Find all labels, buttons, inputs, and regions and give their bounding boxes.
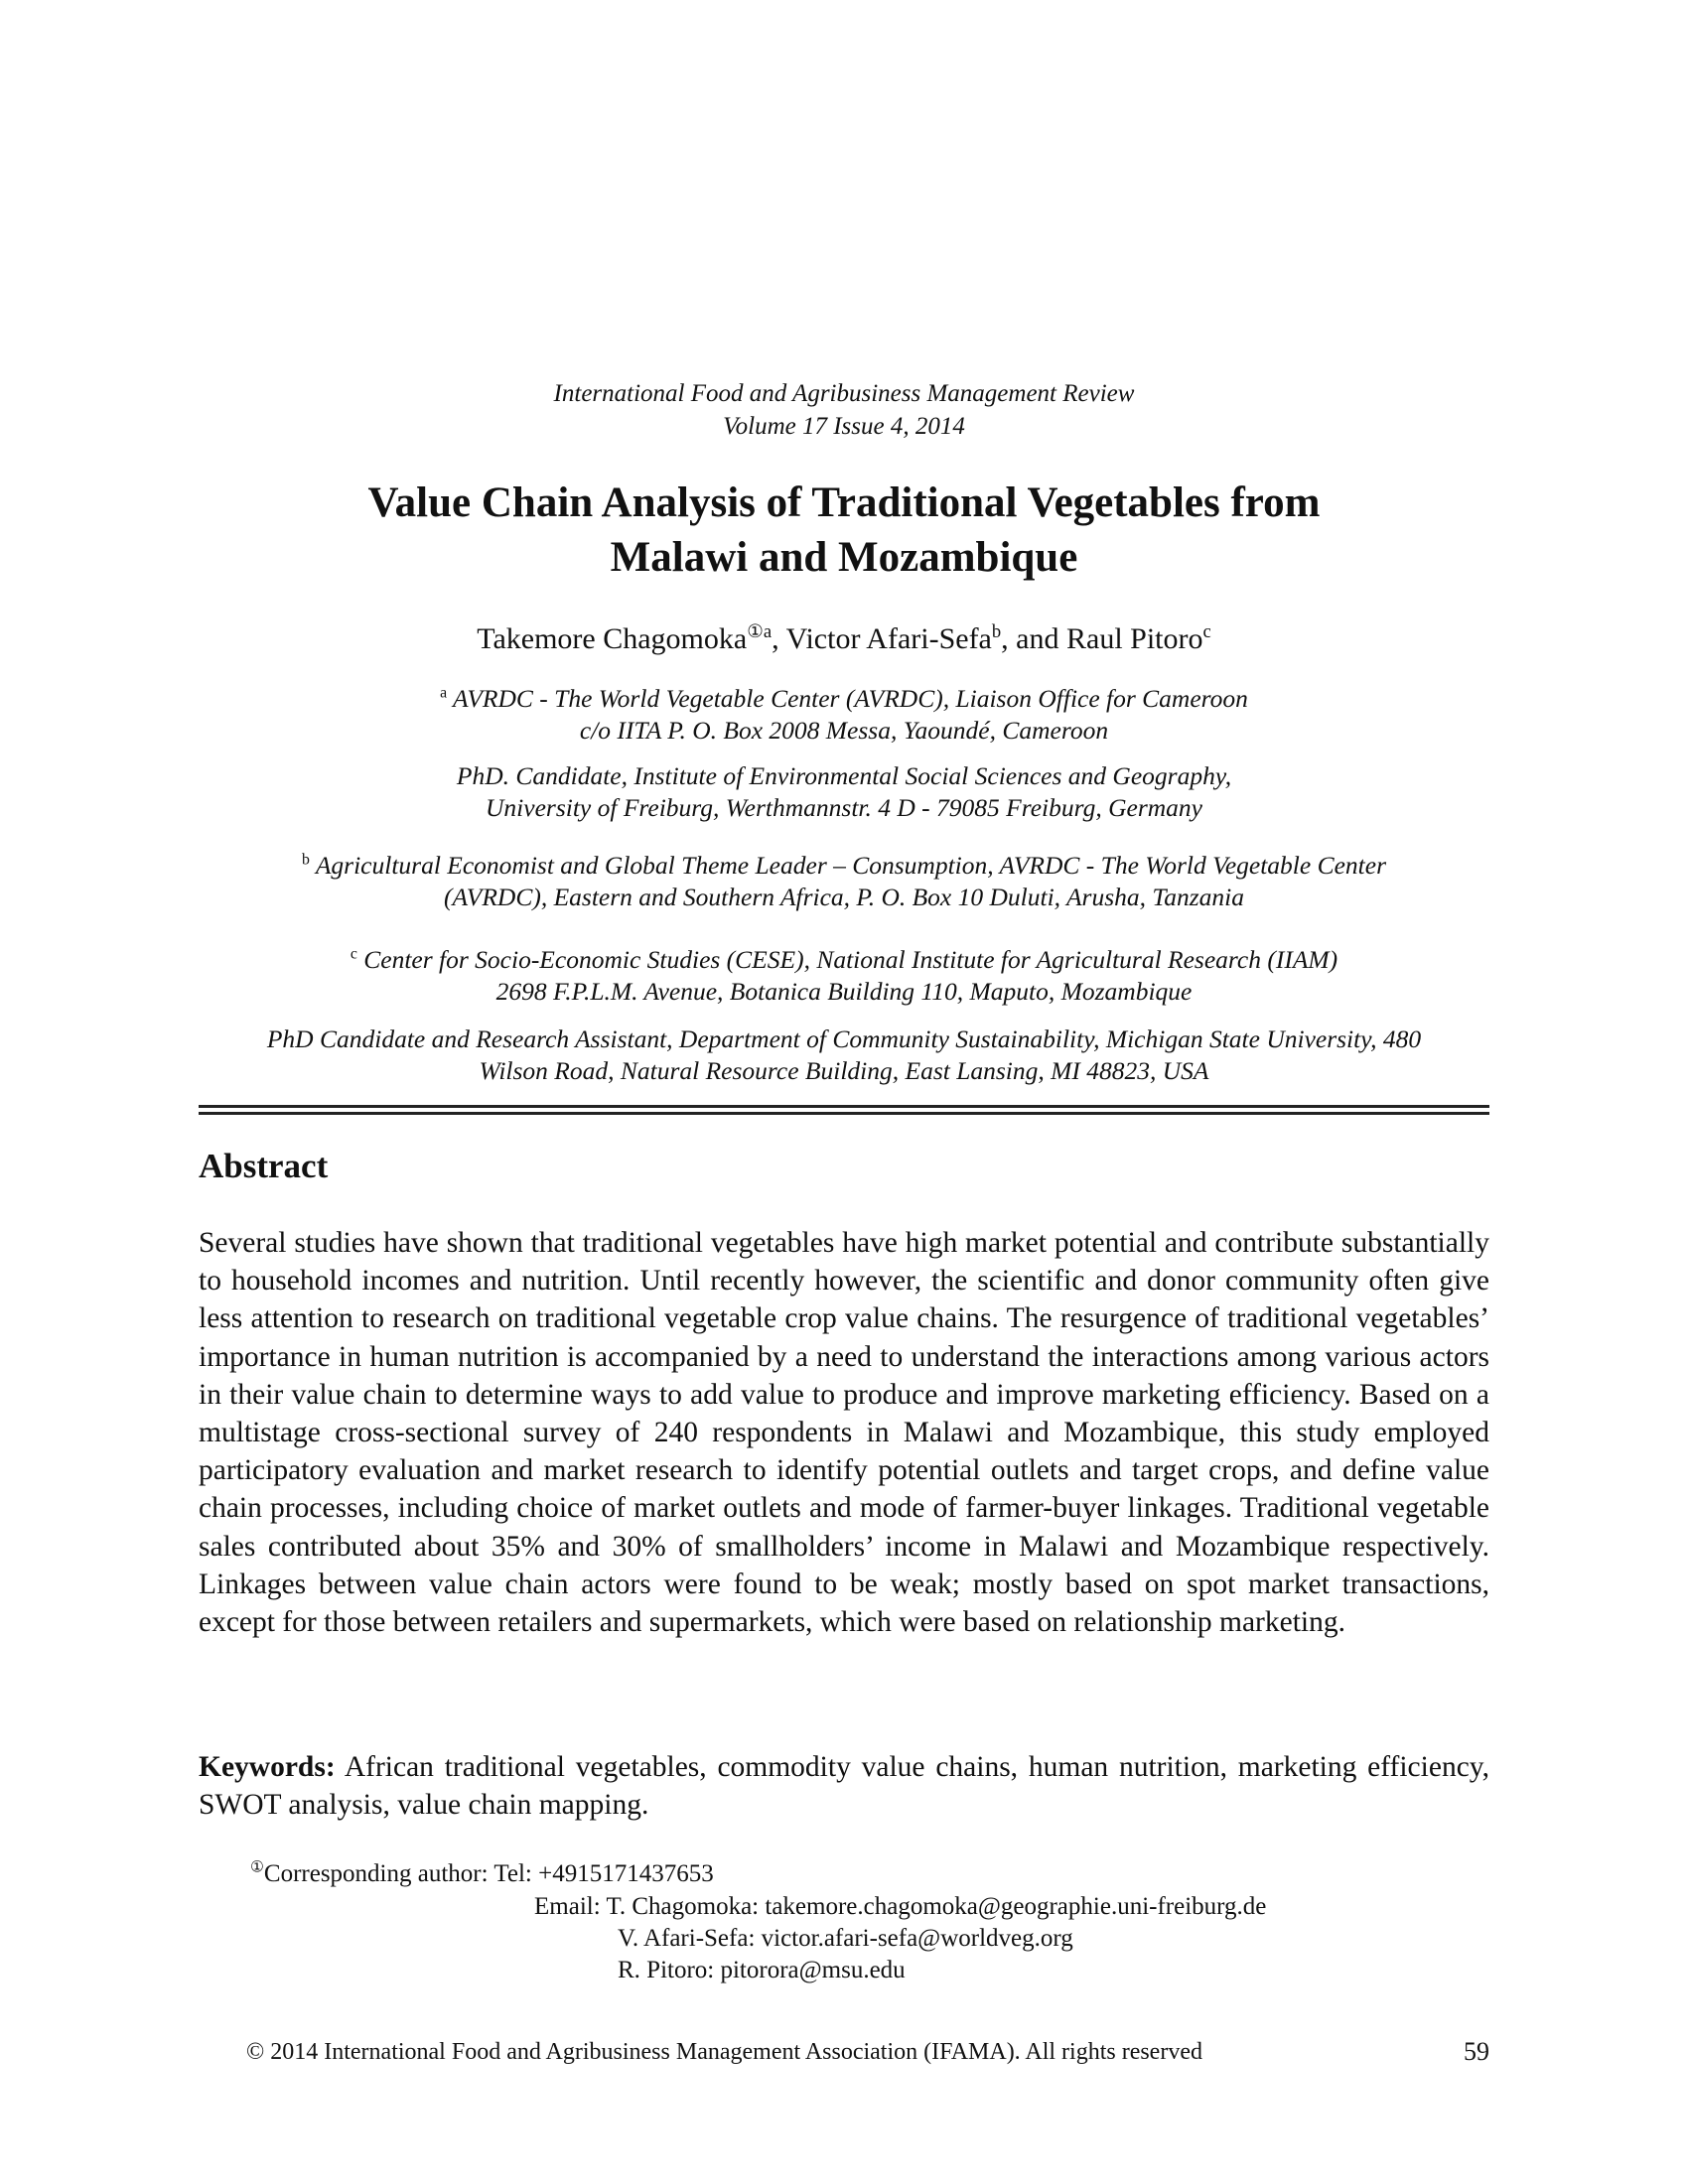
email-pitoro: R. Pitoro: pitorora@msu.edu <box>618 1957 906 1983</box>
keywords-label: Keywords: <box>199 1751 336 1783</box>
abstract-heading: Abstract <box>199 1147 329 1185</box>
affiliation-c-line-1 <box>0 944 1688 976</box>
affiliation-a-line-2: c/o IITA P. O. Box 2008 Messa, Yaoundé, Cameroon <box>579 716 1109 745</box>
affiliation-c-text: Center for Socio-Economic Studies (CESE), National Institute for Agricultural Research (IIAM) <box>363 945 1338 974</box>
affiliation-a-line-1 <box>0 683 1688 715</box>
keywords <box>199 1748 1489 1824</box>
divider-rule-top <box>199 1105 1489 1108</box>
paper-title-line-1: Value Chain Analysis of Traditional Vegetables from <box>367 479 1321 526</box>
author-3-mark: c <box>1202 621 1211 642</box>
affiliation-a-line-3: PhD. Candidate, Institute of Environmental Social Sciences and Geography, <box>456 761 1232 790</box>
affiliation-c-mark: c <box>350 945 357 963</box>
affiliation-b-line-1 <box>0 850 1688 882</box>
affiliation-a-line-4: University of Freiburg, Werthmannstr. 4 D - 79085 Freiburg, Germany <box>486 793 1202 822</box>
corresponding-tel: Corresponding author: Tel: +4915171437653 <box>263 1860 714 1887</box>
divider-rule-bottom <box>199 1112 1489 1115</box>
affiliation-a-mark: a <box>440 684 448 702</box>
affiliation-c-line-4: Wilson Road, Natural Resource Building, East Lansing, MI 48823, USA <box>479 1056 1209 1085</box>
journal-volume: Volume 17 Issue 4, 2014 <box>723 413 965 440</box>
author-2-name: , Victor Afari-Sefa <box>772 622 992 655</box>
affiliation-a-text: AVRDC - The World Vegetable Center (AVRDC), Liaison Office for Cameroon <box>453 684 1248 713</box>
author-3-name: , and Raul Pitoro <box>1001 622 1203 655</box>
author-1-marks: ①a <box>747 621 773 642</box>
author-2-mark: b <box>991 621 1002 642</box>
affiliation-b-mark: b <box>302 851 310 869</box>
corresponding-mark: ① <box>250 1858 264 1876</box>
keywords-text: African traditional vegetables, commodity value chains, human nutrition, marketing efficiency, SWOT analysis, value chain mapping. <box>199 1751 1489 1822</box>
affiliation-c-line-3: PhD Candidate and Research Assistant, Department of Community Sustainability, Michigan State University, 480 <box>266 1024 1422 1053</box>
page-number: 59 <box>1464 2037 1489 2066</box>
paper-title-line-2: Malawi and Mozambique <box>610 534 1078 581</box>
corresponding-author-line <box>250 1857 714 1890</box>
email-afari-sefa: V. Afari-Sefa: victor.afari-sefa@worldveg.org <box>618 1925 1073 1952</box>
copyright-notice: © 2014 International Food and Agribusiness Management Association (IFAMA). All rights reserved <box>246 2039 1202 2065</box>
email-chagomoka: Email: T. Chagomoka: takemore.chagomoka@geographie.uni-freiburg.de <box>534 1893 1267 1920</box>
author-list <box>0 620 1688 658</box>
author-1-name: Takemore Chagomoka <box>477 622 748 655</box>
affiliation-b-line-2: (AVRDC), Eastern and Southern Africa, P. O. Box 10 Duluti, Arusha, Tanzania <box>443 883 1244 911</box>
affiliation-c-line-2: 2698 F.P.L.M. Avenue, Botanica Building 110, Maputo, Mozambique <box>495 977 1193 1006</box>
abstract-body: Several studies have shown that traditional vegetables have high market potential and contribute substantially to household incomes and nutrition. Until recently however, the scientific and donor community often give less attention to research on traditional vegetable crop value chains. The resurgence of traditional vegetables’ importance in human nutrition is accompanied by a need to understand the interactions among various actors in their value chain to determine ways to add value to produce and improve marketing efficiency. Based on a multistage cross-sectional survey of 240 respondents in Malawi and Mozambique, this study employed participatory evaluation and market research to identify potential outlets and target crops, and define value chain processes, including choice of market outlets and mode of farmer-buyer linkages. Traditional vegetable sales contributed about 35% and 30% of smallholders’ income in Malawi and Mozambique respectively. Linkages between value chain actors were found to be weak; mostly based on spot market transactions, except for those between retailers and supermarkets, which were based on relationship marketing. <box>199 1227 1489 1639</box>
affiliation-b-text: Agricultural Economist and Global Theme Leader – Consumption, AVRDC - The World Vegetable Center <box>315 851 1386 880</box>
journal-name: International Food and Agribusiness Management Review <box>553 380 1135 407</box>
